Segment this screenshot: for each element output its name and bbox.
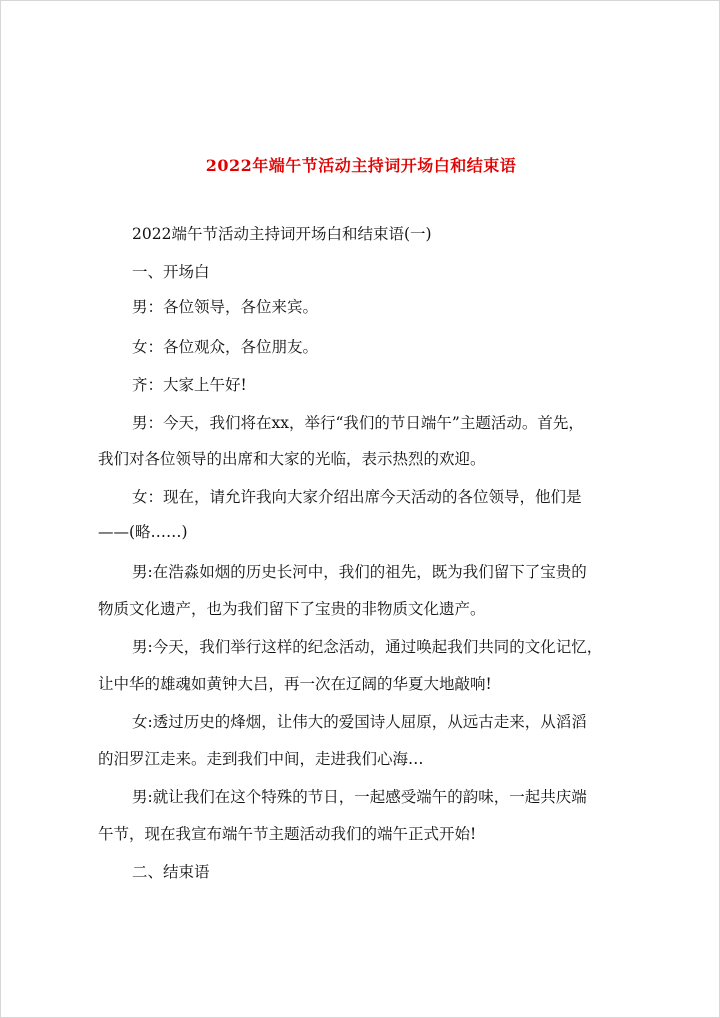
- subheading-closing: 二、结束语: [132, 863, 210, 881]
- paragraph-line: 女:透过历史的烽烟，让伟大的爱国诗人屈原，从远古走来，从滔滔: [132, 713, 587, 731]
- paragraph-line: 物质文化遗产，也为我们留下了宝贵的非物质文化遗产。: [98, 600, 486, 618]
- paragraph-line: 女：现在，请允许我向大家介绍出席今天活动的各位领导，他们是: [132, 488, 582, 506]
- paragraph-line: ——(略……): [98, 523, 188, 541]
- section-heading: 2022端午节活动主持词开场白和结束语(一): [132, 225, 432, 243]
- paragraph-line: 齐：大家上午好!: [132, 376, 247, 394]
- paragraph-line: 的汨罗江走来。走到我们中间，走进我们心海…: [98, 750, 424, 768]
- paragraph-line: 男：各位领导，各位来宾。: [132, 298, 319, 316]
- paragraph-line: 我们对各位领导的出席和大家的光临，表示热烈的欢迎。: [98, 450, 486, 468]
- paragraph-line: 午节，现在我宣布端午节主题活动我们的端午正式开始!: [98, 825, 477, 843]
- subheading-opening: 一、开场白: [132, 263, 210, 281]
- paragraph-line: 让中华的雄魂如黄钟大吕，再一次在辽阔的华夏大地敲响!: [98, 675, 492, 693]
- paragraph-line: 男:在浩淼如烟的历史长河中，我们的祖先，既为我们留下了宝贵的: [132, 563, 587, 581]
- document-title: 2022年端午节活动主持词开场白和结束语: [205, 156, 517, 175]
- paragraph-line: 男:就让我们在这个特殊的节日，一起感受端午的韵味，一起共庆端: [132, 788, 587, 806]
- paragraph-line: 男:今天，我们举行这样的纪念活动，通过唤起我们共同的文化记忆，: [132, 638, 603, 656]
- paragraph-line: 女：各位观众，各位朋友。: [132, 338, 319, 356]
- paragraph-line: 男：今天，我们将在xx，举行“我们的节日端午”主题活动。首先，: [132, 414, 584, 432]
